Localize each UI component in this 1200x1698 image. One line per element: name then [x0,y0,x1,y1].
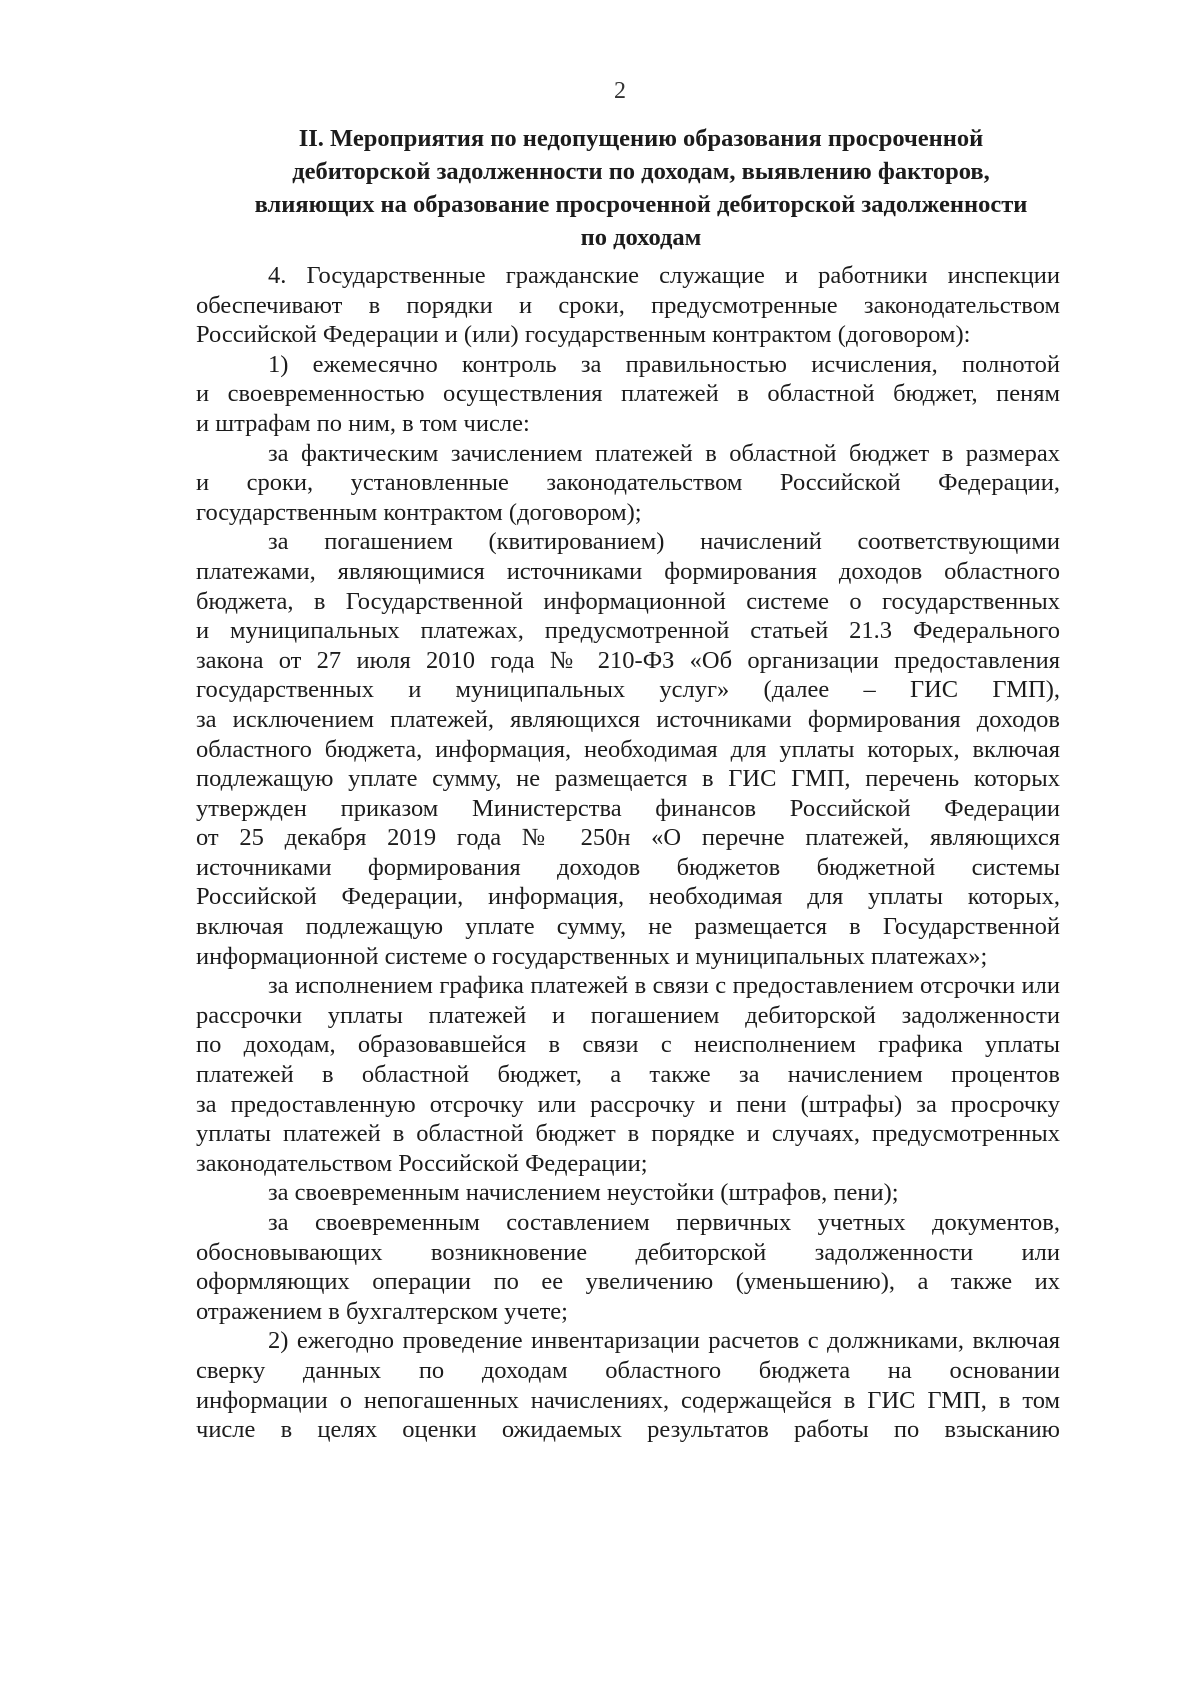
paragraph-line: от 25 декабря 2019 года № 250н «О перечне платежей, являющихся [196,824,1060,852]
paragraph-line: законодательством Российской Федерации; [196,1149,648,1177]
paragraph-line: подлежащую уплате сумму, не размещается в ГИС ГМП, перечень которых [196,765,1060,793]
paragraph-line: 4. Государственные гражданские служащие и работники инспекции [268,262,1060,289]
paragraph-line: рассрочки уплаты платежей и погашением дебиторской задолженности [196,1001,1060,1029]
paragraph-line: государственным контрактом (договором); [196,498,642,526]
page-number: 2 [614,78,626,104]
paragraph-line: обеспечивают в порядки и сроки, предусмотренные законодательством [196,291,1060,319]
paragraph [196,971,1060,1178]
paragraph [196,439,1060,528]
paragraph-line: обосновывающих возникновение дебиторской задолженности или [196,1238,1060,1266]
paragraph [196,261,1060,350]
paragraph [196,350,1060,439]
paragraph-line: закона от 27 июля 2010 года № 210-ФЗ «Об организации предоставления [196,646,1060,674]
paragraph-line: за исключением платежей, являющихся источниками формирования доходов [196,705,1060,733]
section-title-line: дебиторской задолженности по доходам, выявлению факторов, [292,158,990,185]
paragraph [196,1208,1060,1326]
paragraph-line: за погашением (квитированием) начислений соответствующими [268,528,1060,556]
paragraph [196,1178,1060,1208]
section-title-line: по доходам [580,224,702,251]
section-title-line: II. Мероприятия по недопущению образования просроченной [298,125,984,152]
document-body [196,261,1060,1445]
section-title [196,122,1086,254]
paragraph-line: за исполнением графика платежей в связи с предоставлением отсрочки или [268,972,1060,1000]
paragraph-line: государственных и муниципальных услуг» (далее – ГИС ГМП), [196,676,1060,704]
paragraph [196,527,1060,971]
paragraph-line: и своевременностью осуществления платежей в областной бюджет, пеням [196,380,1060,408]
paragraph-line: за своевременным составлением первичных учетных документов, [268,1209,1060,1236]
paragraph-line: отражением в бухгалтерском учете; [196,1297,568,1325]
paragraph-line: и сроки, установленные законодательством Российской Федерации, [196,469,1060,497]
paragraph-line: и штрафам по ним, в том числе: [196,409,530,437]
paragraph-line: источниками формирования доходов бюджетов бюджетной системы [196,853,1060,881]
paragraph-line: Российской Федерации, информация, необходимая для уплаты которых, [196,883,1060,911]
paragraph-line: уплаты платежей в областной бюджет в порядке и случаях, предусмотренных [196,1120,1060,1148]
paragraph-line: областного бюджета, информация, необходимая для уплаты которых, включая [196,735,1060,763]
paragraph-line: бюджета, в Государственной информационной системе о государственных [196,587,1060,615]
paragraph-line: сверку данных по доходам областного бюджета на основании [196,1356,1060,1384]
section-title-line: влияющих на образование просроченной дебиторской задолженности [254,191,1028,218]
paragraph-line: 1) ежемесячно контроль за правильностью исчисления, полнотой [268,350,1060,378]
paragraph-line: платежами, являющимися источниками формирования доходов областного [196,557,1060,585]
paragraph-line: по доходам, образовавшейся в связи с неисполнением графика уплаты [196,1031,1060,1059]
paragraph-line: информационной системе о государственных и муниципальных платежах»; [196,942,988,970]
paragraph-line: за фактическим зачислением платежей в областной бюджет в размерах [268,439,1060,467]
paragraph-line: утвержден приказом Министерства финансов Российской Федерации [196,794,1060,822]
paragraph-line: за своевременным начислением неустойки (штрафов, пени); [268,1179,899,1207]
paragraph [196,1326,1060,1444]
paragraph-line: за предоставленную отсрочку или рассрочку и пени (штрафы) за просрочку [196,1090,1060,1118]
paragraph-line: включая подлежащую уплате сумму, не размещается в Государственной [196,913,1060,941]
paragraph-line: информации о непогашенных начислениях, содержащейся в ГИС ГМП, в том [196,1386,1060,1414]
paragraph-line: и муниципальных платежах, предусмотренной статьей 21.3 Федерального [196,617,1060,645]
paragraph-line: 2) ежегодно проведение инвентаризации расчетов с должниками, включая [268,1327,1060,1355]
paragraph-line: числе в целях оценки ожидаемых результатов работы по взысканию [196,1416,1060,1444]
paragraph-line: оформляющих операции по ее увеличению (уменьшению), а также их [196,1268,1060,1296]
paragraph-line: Российской Федерации и (или) государственным контрактом (договором): [196,321,971,349]
paragraph-line: платежей в областной бюджет, а также за начислением процентов [196,1061,1060,1089]
